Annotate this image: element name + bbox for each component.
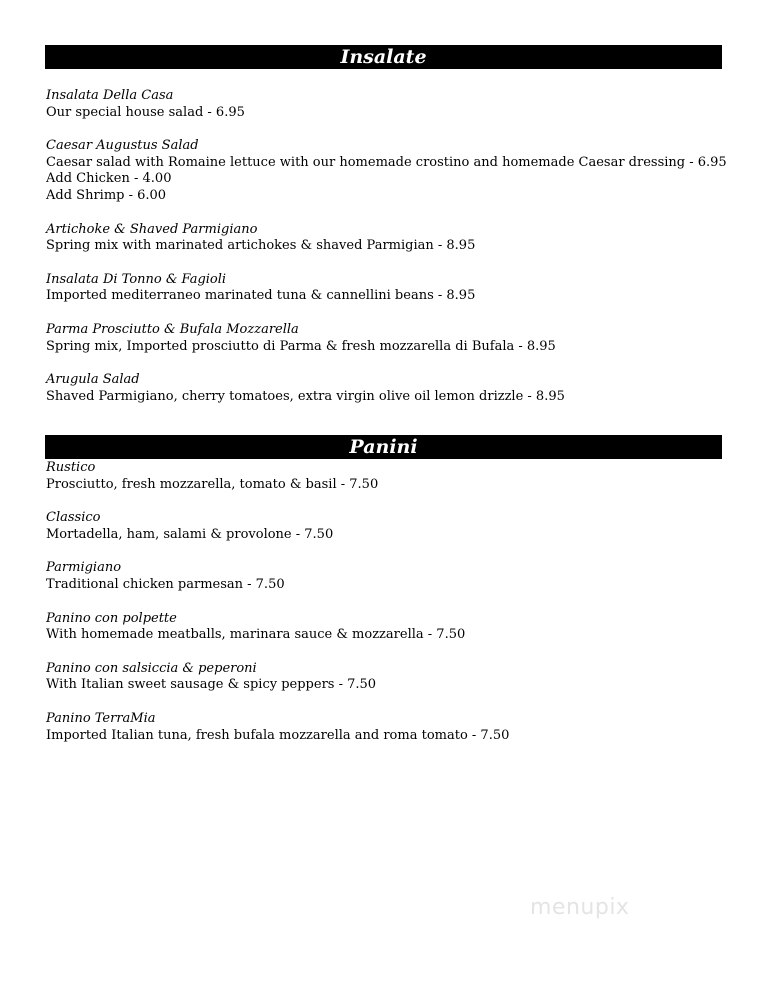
menu-item-name: Insalata Di Tonno & Fagioli xyxy=(46,271,227,287)
menu-item-name: Rustico xyxy=(46,460,96,475)
section-header-insalate: Insalate xyxy=(45,45,722,69)
menu-item-description: Add Chicken - 4.00 xyxy=(46,171,172,187)
menu-item-name: Insalata Della Casa xyxy=(46,88,174,103)
menu-item-name: Panino con polpette xyxy=(46,610,177,626)
menu-item-description: Traditional chicken parmesan - 7.50 xyxy=(46,576,285,592)
menu-item xyxy=(46,372,726,405)
menu-item-name: Caesar Augustus Salad xyxy=(46,138,199,154)
menu-item-name: Panino con salsiccia & peperoni xyxy=(46,660,257,676)
menu-item-description: Prosciutto, fresh mozzarella, tomato & basil - 7.50 xyxy=(46,476,379,492)
menu-item-description: With Italian sweet sausage & spicy peppers - 7.50 xyxy=(46,677,377,693)
menu-item-description: Shaved Parmigiano, cherry tomatoes, extra virgin olive oil lemon drizzle - 8.95 xyxy=(46,388,565,404)
menu-item-description: Our special house salad - 6.95 xyxy=(46,104,245,120)
menu-item xyxy=(46,272,726,305)
menu-item-description: Spring mix, Imported prosciutto di Parma & fresh mozzarella di Bufala - 8.95 xyxy=(46,338,556,354)
menu-item-description: Mortadella, ham, salami & provolone - 7.50 xyxy=(46,526,334,542)
menupix-watermark: menupix xyxy=(530,895,630,920)
menu-item xyxy=(46,711,726,744)
menu-item-name: Artichoke & Shaved Parmigiano xyxy=(46,221,258,237)
menu-item-description: Spring mix with marinated artichokes & shaved Parmigian - 8.95 xyxy=(46,238,476,254)
section-header-panini: Panini xyxy=(45,435,722,459)
menu-item-description: Caesar salad with Romaine lettuce with our homemade crostino and homemade Caesar dressing - 6.95 xyxy=(46,154,727,170)
menu-item xyxy=(46,661,726,694)
menu-item-name: Parma Prosciutto & Bufala Mozzarella xyxy=(46,321,299,337)
menu-item xyxy=(46,611,726,644)
menu-item-name: Parmigiano xyxy=(46,560,122,576)
menu-item-description: Imported mediterraneo marinated tuna & cannellini beans - 8.95 xyxy=(46,288,476,304)
menu-item-description: Add Shrimp - 6.00 xyxy=(46,187,167,203)
menu-item-name: Arugula Salad xyxy=(46,372,140,388)
menu-item xyxy=(46,560,726,593)
menu-item xyxy=(46,138,726,204)
menu-item xyxy=(46,510,726,543)
menu-item-description: Imported Italian tuna, fresh bufala mozzarella and roma tomato - 7.50 xyxy=(46,727,510,743)
menu-item-description: With homemade meatballs, marinara sauce & mozzarella - 7.50 xyxy=(46,627,466,643)
menu-item xyxy=(46,222,726,255)
menu-item xyxy=(46,460,726,493)
watermark-tagline xyxy=(530,875,680,885)
menu-item-name: Classico xyxy=(46,510,101,526)
section-items-insalate xyxy=(46,88,726,422)
section-items-panini xyxy=(46,460,726,761)
menu-item xyxy=(46,88,726,121)
menu-item-name: Panino TerraMia xyxy=(46,710,156,726)
menu-item xyxy=(46,322,726,355)
